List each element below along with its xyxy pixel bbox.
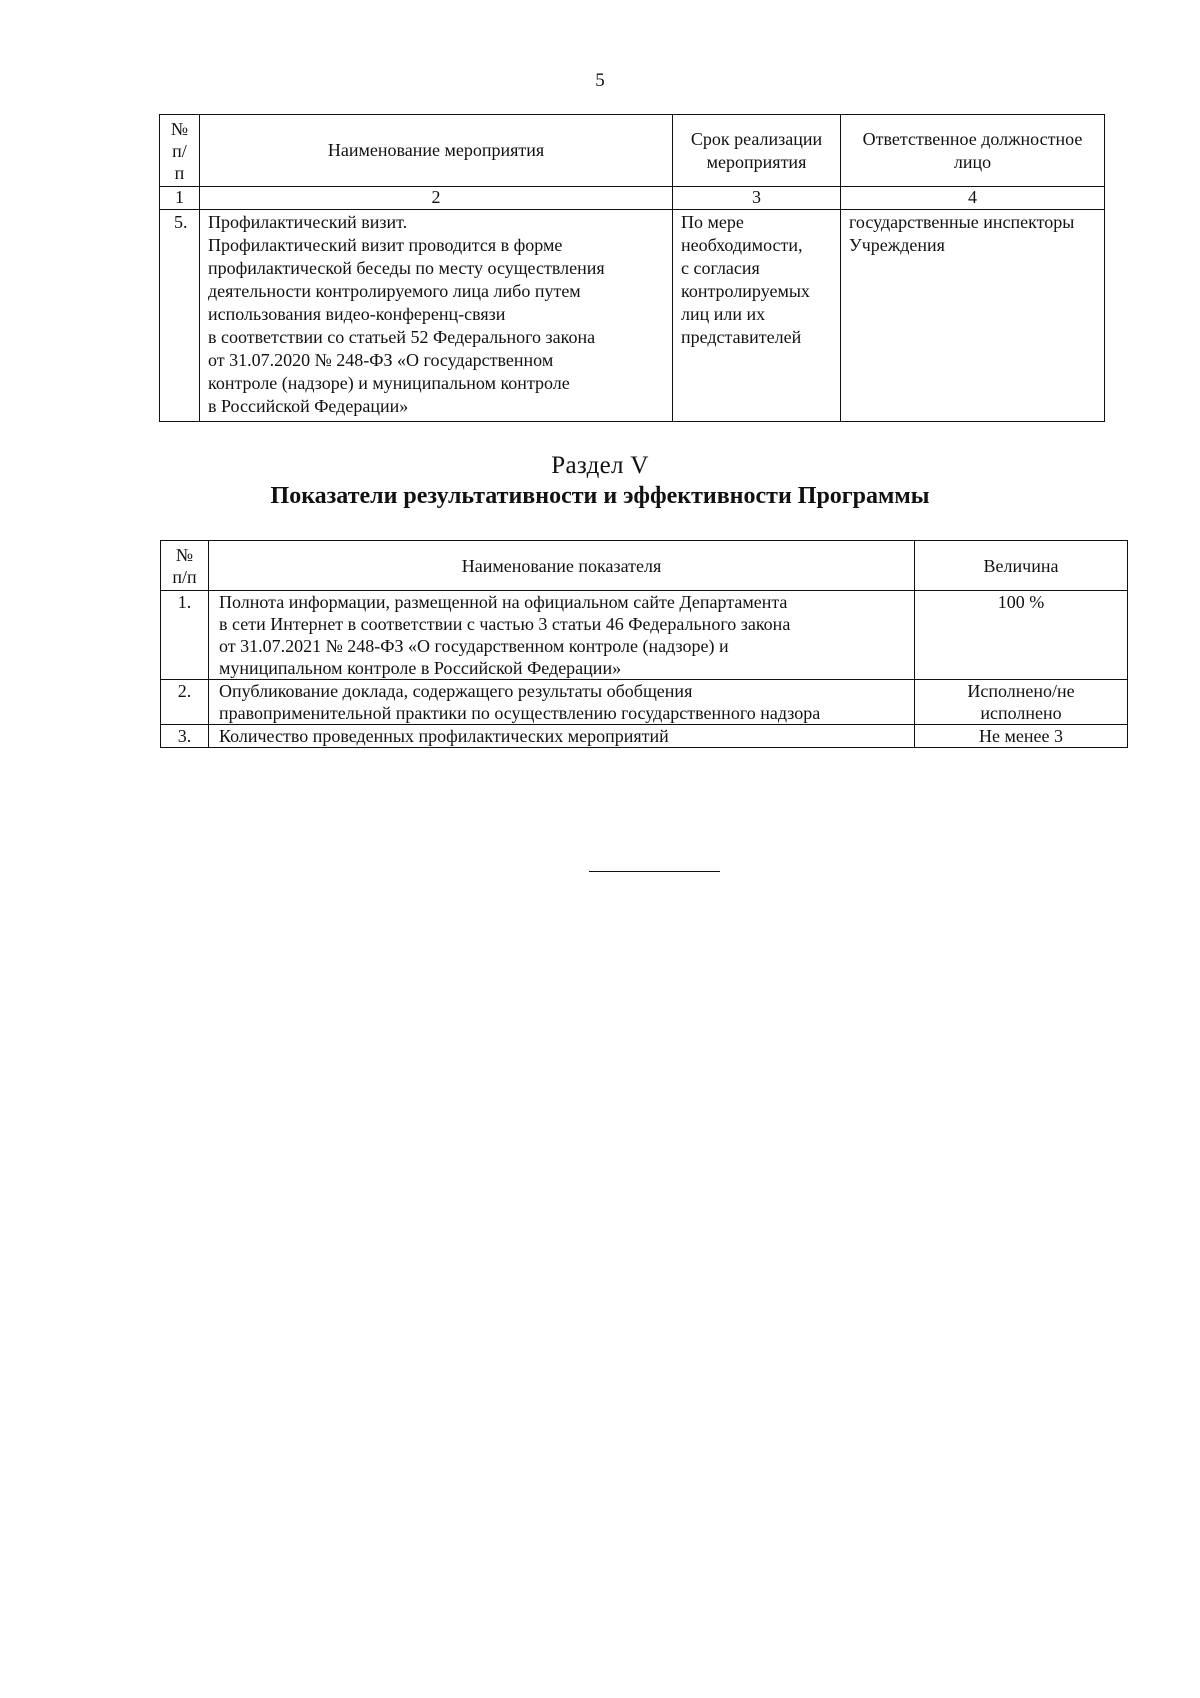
table-row bbox=[160, 210, 1105, 422]
text-line: муниципальном контроле в Российской Федерации» bbox=[219, 658, 622, 678]
text-line: Опубликование доклада, содержащего результаты обобщения bbox=[219, 681, 693, 701]
column-number: 2 bbox=[200, 187, 673, 210]
row-number: 2. bbox=[161, 680, 209, 725]
header-responsible-line: лицо bbox=[953, 151, 992, 172]
text-line: в сети Интернет в соответствии с частью 3 статьи 46 Федерального закона bbox=[219, 614, 791, 634]
text-line: с согласия bbox=[681, 258, 760, 278]
text-line: необходимости, bbox=[681, 235, 803, 255]
header-term bbox=[673, 115, 841, 187]
row-number: 3. bbox=[161, 725, 209, 748]
text-line: Профилактический визит проводится в форме bbox=[208, 235, 563, 255]
text-line: Не менее 3 bbox=[979, 726, 1063, 746]
indicator-name bbox=[209, 591, 915, 680]
activity-description bbox=[200, 210, 673, 422]
text-line: 100 % bbox=[997, 592, 1045, 612]
text-line: от 31.07.2021 № 248-ФЗ «О государственном контроле (надзоре) и bbox=[219, 636, 729, 656]
text-line: Исполнено/не bbox=[967, 681, 1075, 701]
text-line: деятельности контролируемого лица либо путем bbox=[208, 281, 581, 301]
activities-header-row bbox=[160, 115, 1105, 187]
header-no-line: п bbox=[174, 162, 185, 183]
text-line: контролируемых bbox=[681, 281, 810, 301]
indicator-name bbox=[209, 680, 915, 725]
header-no-line: № bbox=[170, 118, 189, 139]
indicator-value bbox=[915, 680, 1128, 725]
text-line: представителей bbox=[681, 327, 802, 347]
header-value: Величина bbox=[915, 541, 1128, 591]
text-line: использования видео-конференц-связи bbox=[208, 304, 506, 324]
activity-responsible bbox=[841, 210, 1105, 422]
text-line: в соответствии со статьей 52 Федерального закона bbox=[208, 327, 596, 347]
text-line: контроле (надзоре) и муниципальном контроле bbox=[208, 373, 570, 393]
indicator-name bbox=[209, 725, 915, 748]
row-number: 5. bbox=[160, 210, 200, 422]
text-line: Полнота информации, размещенной на официальном сайте Департамента bbox=[219, 592, 788, 612]
text-line: Профилактический визит. bbox=[208, 212, 408, 232]
table-row bbox=[161, 591, 1128, 680]
section-label: Раздел V bbox=[551, 452, 649, 479]
text-line: По мере bbox=[681, 212, 744, 232]
indicators-table bbox=[160, 540, 1128, 748]
activity-term bbox=[673, 210, 841, 422]
header-term-line: мероприятия bbox=[706, 151, 807, 172]
header-no bbox=[161, 541, 209, 591]
indicator-value bbox=[915, 725, 1128, 748]
text-line: Учреждения bbox=[849, 235, 945, 255]
indicator-value bbox=[915, 591, 1128, 680]
header-no bbox=[160, 115, 200, 187]
column-number: 4 bbox=[841, 187, 1105, 210]
text-line: профилактической беседы по месту осуществления bbox=[208, 258, 605, 278]
header-no-line: п/п bbox=[172, 566, 197, 587]
header-responsible-line: Ответственное должностное bbox=[862, 128, 1083, 149]
header-no-line: № bbox=[175, 544, 194, 565]
indicators-header-row bbox=[161, 541, 1128, 591]
activities-table bbox=[159, 114, 1105, 422]
header-responsible bbox=[841, 115, 1105, 187]
table-row bbox=[161, 680, 1128, 725]
text-line: в Российской Федерации» bbox=[208, 396, 409, 416]
text-line: исполнено bbox=[980, 703, 1062, 723]
text-line: лиц или их bbox=[681, 304, 766, 324]
page-number: 5 bbox=[595, 70, 605, 91]
row-number: 1. bbox=[161, 591, 209, 680]
text-line: от 31.07.2020 № 248-ФЗ «О государственном bbox=[208, 350, 554, 370]
header-activity-name: Наименование мероприятия bbox=[200, 115, 673, 187]
end-divider-line bbox=[589, 871, 720, 872]
header-no-line: п/ bbox=[172, 140, 187, 161]
column-numbers-row bbox=[160, 187, 1105, 210]
section-title: Показатели результативности и эффективности Программы bbox=[270, 483, 930, 509]
column-number: 1 bbox=[160, 187, 200, 210]
text-line: правоприменительной практики по осуществлению государственного надзора bbox=[219, 703, 821, 723]
text-line: государственные инспекторы bbox=[849, 212, 1075, 232]
table-row bbox=[161, 725, 1128, 748]
header-indicator-name: Наименование показателя bbox=[209, 541, 915, 591]
header-term-line: Срок реализации bbox=[690, 128, 823, 149]
column-number: 3 bbox=[673, 187, 841, 210]
text-line: Количество проведенных профилактических мероприятий bbox=[219, 726, 669, 746]
